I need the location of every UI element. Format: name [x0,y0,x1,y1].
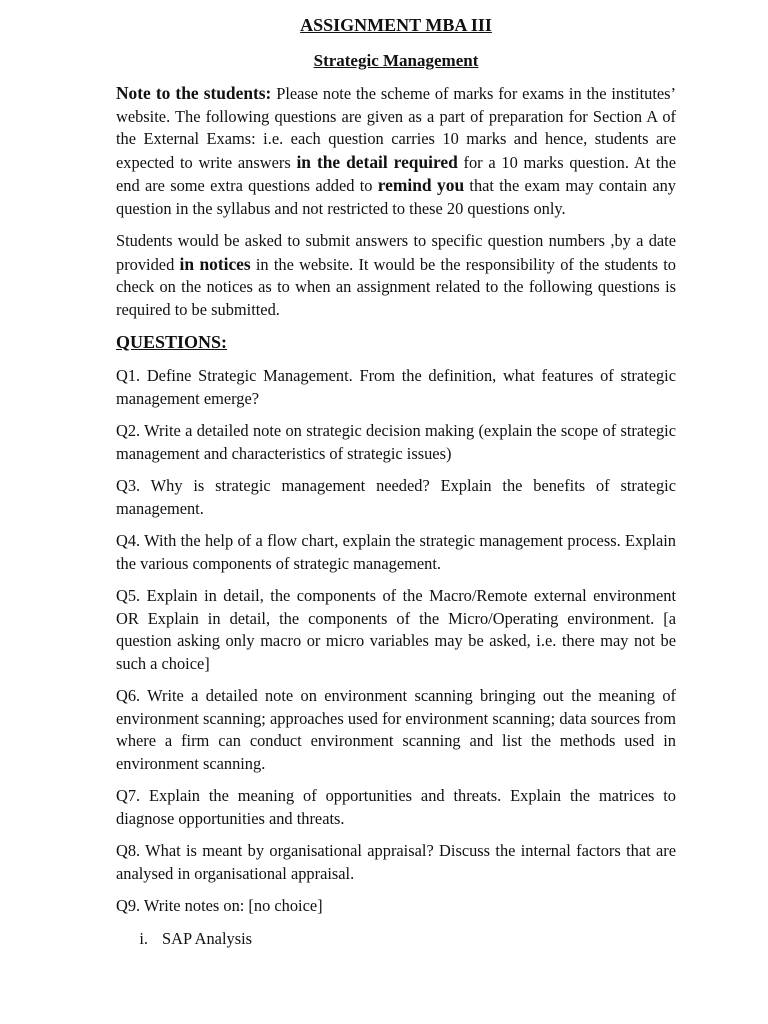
question-item: Q7. Explain the meaning of opportunities and threats. Explain the matrices to diagnose opportunities and threats. [116,786,676,828]
question-item: Q8. What is meant by organisational appraisal? Discuss the internal factors that are analysed in organisational appraisal. [116,841,676,883]
question-item: Q2. Write a detailed note on strategic decision making (explain the scope of strategic management and characteristics of strategic issues) [116,421,676,463]
list-marker: i. [139,928,148,948]
note-paragraph [116,82,676,220]
submission-paragraph [116,230,676,321]
note-emphasis-1: in the detail required [296,151,458,172]
question-item: Q5. Explain in detail, the components of the Macro/Remote external environment OR Explain in detail, the components of the Micro/Operating environment. [a question asking only macro or micro variables may be asked, i.e. there may not be such a choice] [116,586,676,673]
question-item: Q6. Write a detailed note on environment scanning bringing out the meaning of environment scanning; approaches used for environment scanning; data sources from where a firm can conduct environment scanning and list the methods used in environment scanning. [116,686,676,773]
question-item: Q9. Write notes on: [no choice] [116,896,323,915]
note-emphasis-2: remind you [377,175,465,195]
note-text-3: that the exam may contain any question in the syllabus and not restricted to these 20 questions only. [116,176,676,218]
page-title: ASSIGNMENT MBA III [300,15,492,35]
questions-heading: QUESTIONS: [116,332,228,352]
submission-text-2: in the website. It would be the responsibility of the students to check on the notices as to when an assignment related to the following questions is required to be submitted. [116,254,677,319]
list-item-text: SAP Analysis [162,928,253,948]
submission-text-1: Students would be asked to submit answers to specific question numbers ,by a date provided [116,231,676,274]
submission-emphasis: in notices [179,253,251,274]
note-label: Note to the students: [116,83,272,103]
question-item: Q1. Define Strategic Management. From the definition, what features of strategic management emerge? [116,366,676,408]
question-item: Q3. Why is strategic management needed? Explain the benefits of strategic management. [116,476,676,518]
note-text-2: for a 10 marks question. At the end are some extra questions added to [116,152,676,195]
subject-title: Strategic Management [313,51,479,70]
sub-list-item [116,928,676,950]
question-item: Q4. With the help of a flow chart, explain the strategic management process. Explain the various components of strategic management. [116,531,676,573]
note-text-1: Please note the scheme of marks for exams in the institutes’ website. The following questions are given as a part of preparation for Section A of the External Exams: i.e. each question carries 10 marks and hence, students are expected to write answers [116,84,676,172]
